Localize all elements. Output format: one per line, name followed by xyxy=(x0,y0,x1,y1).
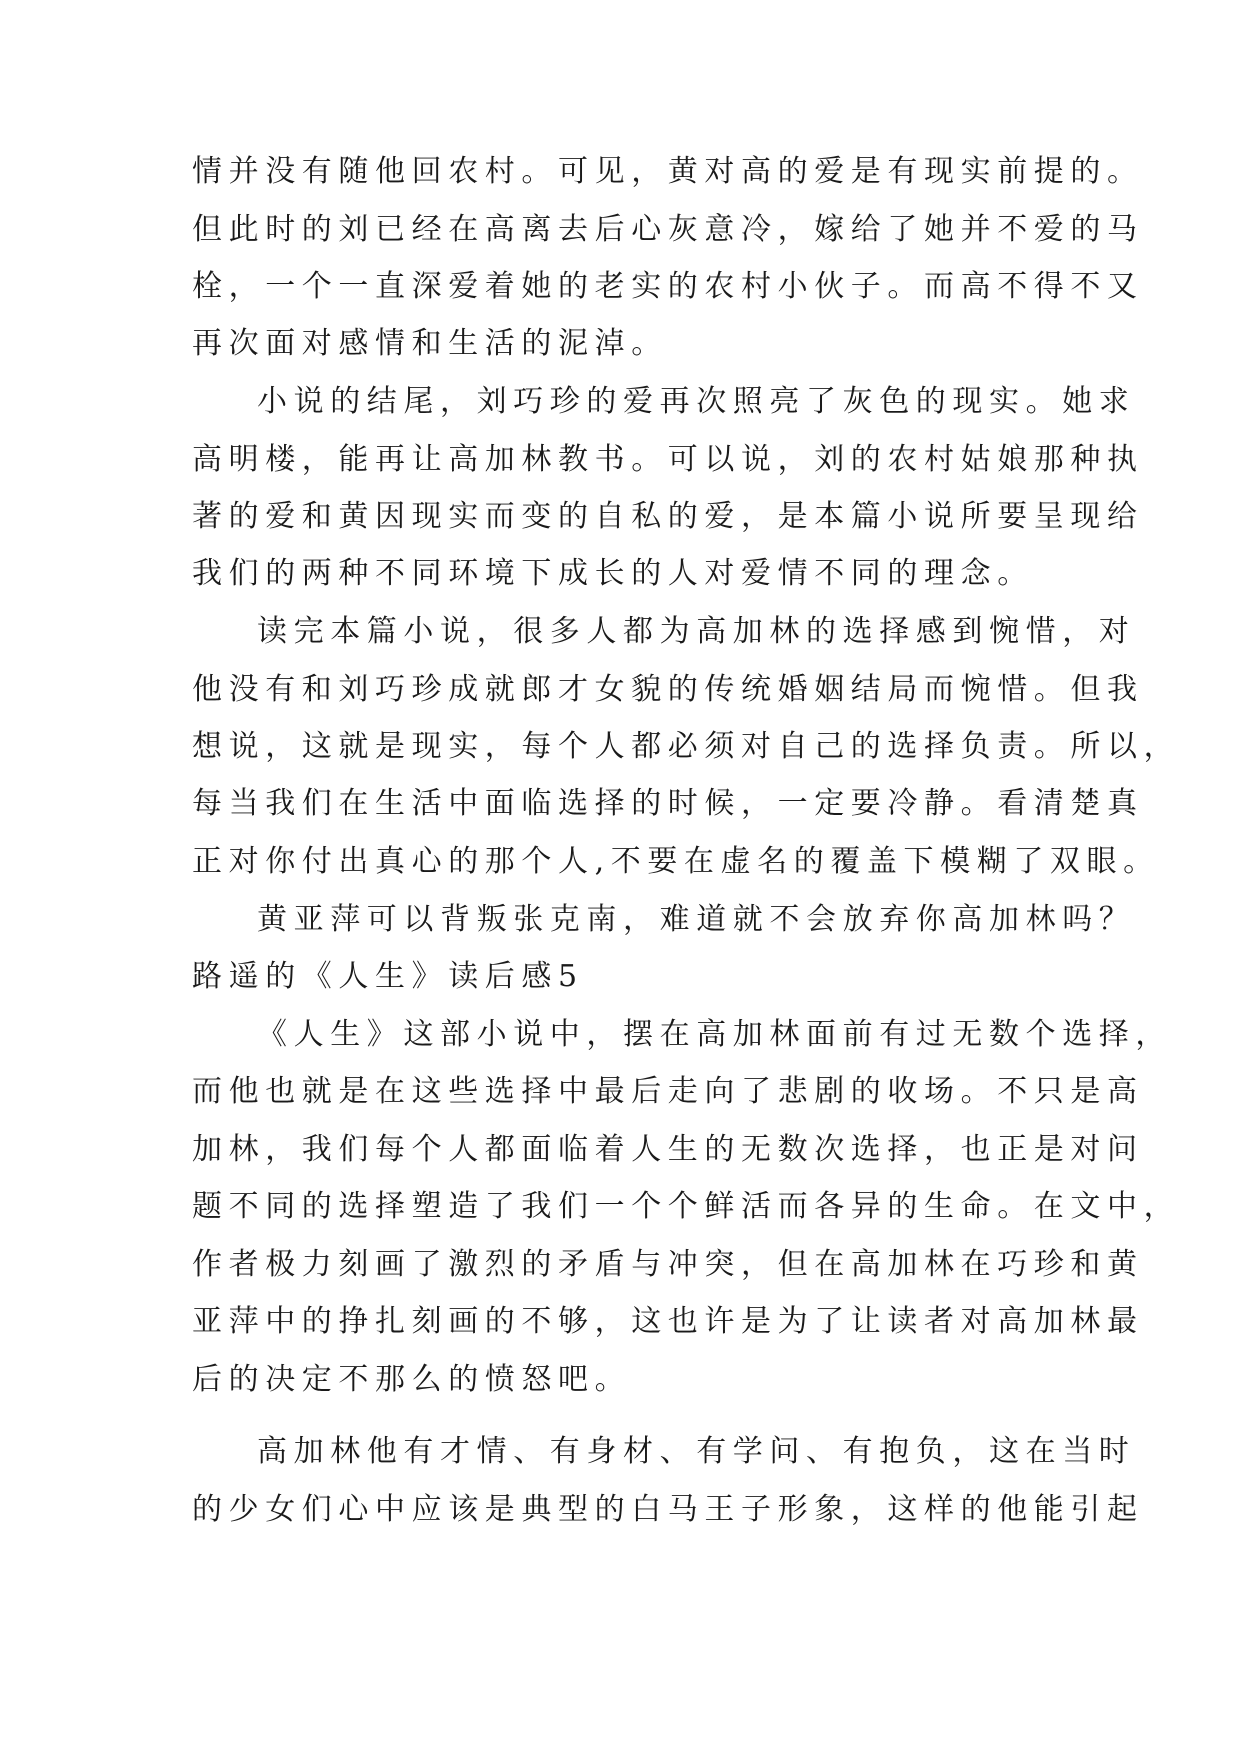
text-line: 我们的两种不同环境下成长的人对爱情不同的理念。 xyxy=(192,556,1034,591)
paragraph-first-line: 高加林他有才情、有身材、有学问、有抱负，这在当时 xyxy=(257,1434,1136,1469)
paragraph-first-line: 读完本篇小说，很多人都为高加林的选择感到惋惜，对 xyxy=(257,614,1136,649)
paragraph-first-line: 小说的结尾，刘巧珍的爱再次照亮了灰色的现实。她求 xyxy=(257,384,1136,419)
text-line: 正对你付出真心的那个人,不要在虚名的覆盖下模糊了双眼。 xyxy=(192,844,1160,879)
text-line: 作者极力刻画了激烈的矛盾与冲突，但在高加林在巧珍和黄 xyxy=(192,1247,1144,1282)
text-line: 的少女们心中应该是典型的白马王子形象，这样的他能引起 xyxy=(192,1492,1144,1527)
text-line: 亚萍中的挣扎刻画的不够，这也许是为了让读者对高加林最 xyxy=(192,1304,1144,1339)
text-line: 他没有和刘巧珍成就郎才女貌的传统婚姻结局而惋惜。但我 xyxy=(192,672,1144,707)
text-line: 后的决定不那么的愤怒吧。 xyxy=(192,1362,632,1397)
text-line: 但此时的刘已经在高离去后心灰意冷，嫁给了她并不爱的马 xyxy=(192,212,1144,247)
text-line: 情并没有随他回农村。可见，黄对高的爱是有现实前提的。 xyxy=(192,154,1144,189)
text-line: 题不同的选择塑造了我们一个个鲜活而各异的生命。在文中， xyxy=(192,1189,1181,1224)
text-line: 著的爱和黄因现实而变的自私的爱，是本篇小说所要呈现给 xyxy=(192,499,1144,534)
text-line: 高明楼，能再让高加林教书。可以说，刘的农村姑娘那种执 xyxy=(192,442,1144,477)
section-heading: 路遥的《人生》读后感5 xyxy=(192,959,584,994)
paragraph-first-line: 《人生》这部小说中，摆在高加林面前有过无数个选择， xyxy=(257,1017,1172,1052)
text-line: 栓，一个一直深爱着她的老实的农村小伙子。而高不得不又 xyxy=(192,269,1144,304)
text-line: 而他也就是在这些选择中最后走向了悲剧的收场。不只是高 xyxy=(192,1074,1144,1109)
text-line: 加林，我们每个人都面临着人生的无数次选择，也正是对问 xyxy=(192,1132,1144,1167)
text-line: 再次面对感情和生活的泥淖。 xyxy=(192,326,668,361)
text-line: 每当我们在生活中面临选择的时候，一定要冷静。看清楚真 xyxy=(192,786,1144,821)
text-line: 想说，这就是现实，每个人都必须对自己的选择负责。所以， xyxy=(192,729,1181,764)
paragraph-first-line: 黄亚萍可以背叛张克南，难道就不会放弃你高加林吗？ xyxy=(257,902,1136,937)
